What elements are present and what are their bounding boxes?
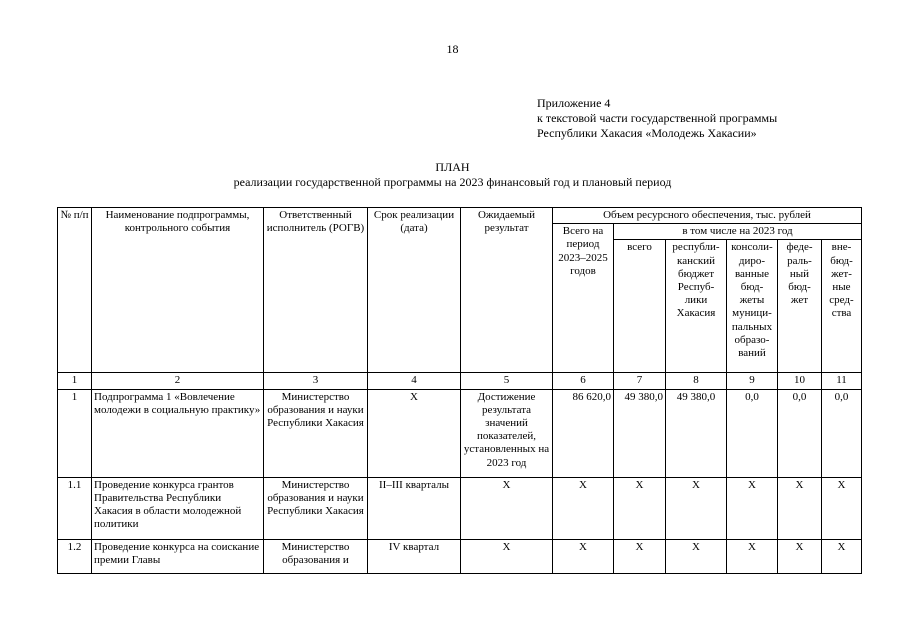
row-all: X bbox=[614, 539, 666, 573]
header-federal: феде-раль-ный бюд-жет bbox=[778, 240, 822, 373]
row-term: IV квартал bbox=[368, 539, 461, 573]
header-in-2023: в том числе на 2023 год bbox=[614, 224, 862, 240]
row-extra: 0,0 bbox=[822, 389, 862, 477]
row-term: X bbox=[368, 389, 461, 477]
column-number: 8 bbox=[666, 373, 727, 389]
plan-table bbox=[57, 207, 862, 574]
row-executor: Министерство образования и науки Республики Хакасия bbox=[264, 389, 368, 477]
table-row bbox=[58, 539, 862, 573]
header-executor: Ответственный исполнитель (РОГВ) bbox=[264, 208, 368, 373]
row-term: II–III кварталы bbox=[368, 477, 461, 539]
header-result: Ожидаемый результат bbox=[461, 208, 553, 373]
row-federal: X bbox=[778, 539, 822, 573]
table-row bbox=[58, 477, 862, 539]
column-number: 6 bbox=[553, 373, 614, 389]
row-num: 1.2 bbox=[58, 539, 92, 573]
row-total-period: X bbox=[553, 477, 614, 539]
column-number: 5 bbox=[461, 373, 553, 389]
table-row bbox=[58, 389, 862, 477]
appendix-line-2: к текстовой части государственной программы bbox=[537, 111, 778, 125]
row-num: 1.1 bbox=[58, 477, 92, 539]
row-consolidated: X bbox=[727, 477, 778, 539]
row-consolidated: X bbox=[727, 539, 778, 573]
column-number: 9 bbox=[727, 373, 778, 389]
row-name: Проведение конкурса грантов Правительства Республики Хакасия в области молодежной политики bbox=[92, 477, 264, 539]
plan-title-block bbox=[0, 160, 905, 190]
plan-title: ПЛАН bbox=[435, 160, 470, 174]
row-result: Достижение результата значений показателей, установленных на 2023 год bbox=[461, 389, 553, 477]
row-republic: X bbox=[666, 539, 727, 573]
header-name: Наименование подпрограммы, контрольного события bbox=[92, 208, 264, 373]
row-total-period: X bbox=[553, 539, 614, 573]
header-term: Срок реализации (дата) bbox=[368, 208, 461, 373]
row-name: Подпрограмма 1 «Вовлечение молодежи в социальную практику» bbox=[92, 389, 264, 477]
column-number: 4 bbox=[368, 373, 461, 389]
row-extra: X bbox=[822, 539, 862, 573]
header-total-period: Всего на период 2023–2025 годов bbox=[553, 224, 614, 373]
row-republic: X bbox=[666, 477, 727, 539]
row-result: X bbox=[461, 477, 553, 539]
row-num: 1 bbox=[58, 389, 92, 477]
column-number: 10 bbox=[778, 373, 822, 389]
row-name: Проведение конкурса на соискание премии Главы bbox=[92, 539, 264, 573]
header-row-1 bbox=[58, 208, 862, 224]
row-result: X bbox=[461, 539, 553, 573]
row-republic: 49 380,0 bbox=[666, 389, 727, 477]
row-executor: Министерство образования и bbox=[264, 539, 368, 573]
plan-subtitle: реализации государственной программы на 2023 финансовый год и плановый период bbox=[233, 175, 672, 189]
header-all: всего bbox=[614, 240, 666, 373]
header-extra: вне-бюд-жет-ные сред-ства bbox=[822, 240, 862, 373]
row-total-period: 86 620,0 bbox=[553, 389, 614, 477]
column-number: 2 bbox=[92, 373, 264, 389]
row-all: 49 380,0 bbox=[614, 389, 666, 477]
appendix-block bbox=[537, 96, 777, 141]
header-consolidated: консоли-диро-ванные бюд-жеты муници-пальных образо-ваний bbox=[727, 240, 778, 373]
page-number: 18 bbox=[446, 42, 459, 56]
row-executor: Министерство образования и науки Республики Хакасия bbox=[264, 477, 368, 539]
column-number: 1 bbox=[58, 373, 92, 389]
row-federal: 0,0 bbox=[778, 389, 822, 477]
column-number: 7 bbox=[614, 373, 666, 389]
header-republic: республи-канский бюджет Респуб-лики Хакасия bbox=[666, 240, 727, 373]
column-numbers-row bbox=[58, 373, 862, 389]
header-resources: Объем ресурсного обеспечения, тыс. рублей bbox=[553, 208, 862, 224]
column-number: 11 bbox=[822, 373, 862, 389]
appendix-line-1: Приложение 4 bbox=[537, 96, 611, 110]
row-federal: X bbox=[778, 477, 822, 539]
header-num: № п/п bbox=[58, 208, 92, 373]
column-number: 3 bbox=[264, 373, 368, 389]
row-all: X bbox=[614, 477, 666, 539]
appendix-line-3: Республики Хакасия «Молодежь Хакасии» bbox=[537, 126, 757, 140]
row-consolidated: 0,0 bbox=[727, 389, 778, 477]
row-extra: X bbox=[822, 477, 862, 539]
